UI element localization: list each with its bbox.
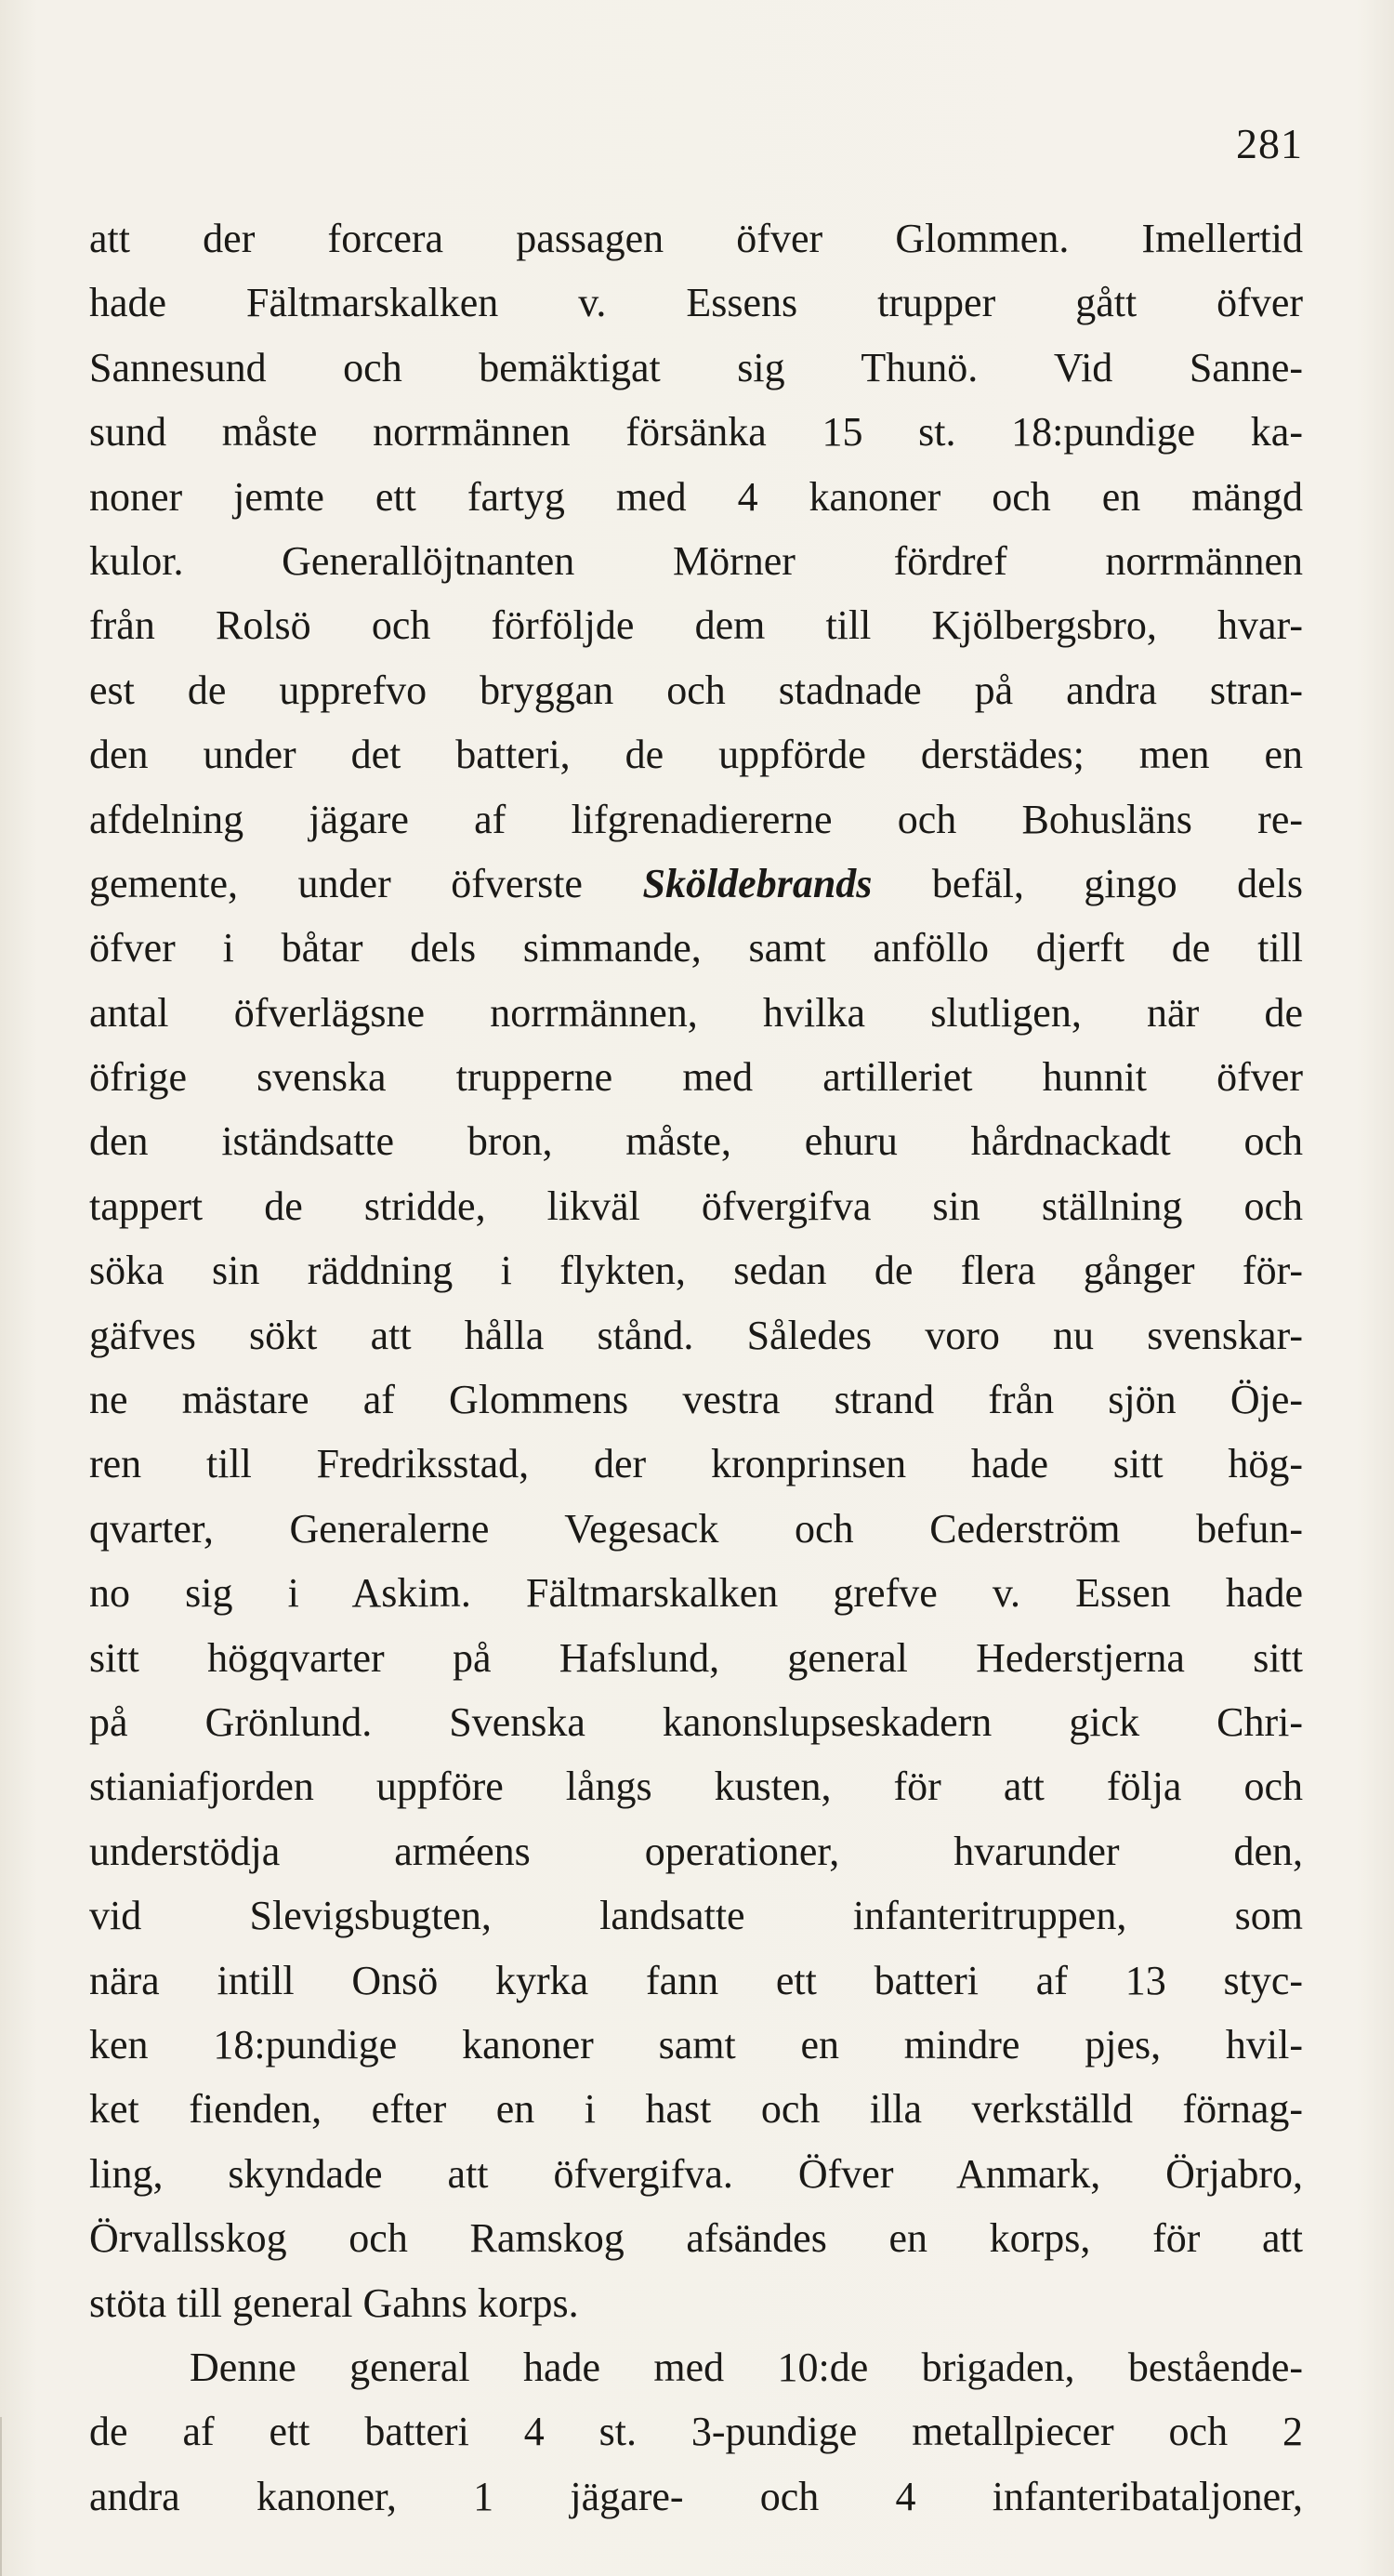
text-line: de af ett batteri 4 st. 3-pundige metallpiecer och 2 [89, 2409, 1303, 2455]
paragraph-start-line: Denne general hade med 10:de brigaden, bestående- [190, 2344, 1303, 2390]
text-line: Sannesund och bemäktigat sig Thunö. Vid Sanne- [89, 344, 1303, 390]
text-line: den iständsatte bron, måste, ehuru hårdnackadt och [89, 1118, 1303, 1165]
text-line: stianiafjorden uppföre långs kusten, för att följa och [89, 1764, 1303, 1810]
text-line: öfrige svenska trupperne med artilleriet hunnit öfver [89, 1054, 1303, 1101]
text-line: att der forcera passagen öfver Glommen. Imellertid [89, 216, 1303, 261]
page-binding-edge [0, 2417, 19, 2576]
text-line: noner jemte ett fartyg med 4 kanoner och en mängd [89, 473, 1303, 520]
text-line: ren till Fredriksstad, der kronprinsen hade sitt hög- [89, 1441, 1303, 1487]
text-line: ne mästare af Glommens vestra strand från sjön Öje- [89, 1377, 1303, 1423]
text-line: ling, skyndade att öfvergifva. Öfver Anmark, Örjabro, [89, 2150, 1303, 2197]
text-line: på Grönlund. Svenska kanonslupseskadern gick Chri- [89, 1698, 1303, 1745]
text-line: est de upprefvo bryggan och stadnade på andra stran- [89, 667, 1303, 713]
body-text [89, 206, 1303, 2529]
text-line: tappert de stridde, likväl öfvergifva sin ställning och [89, 1182, 1303, 1229]
text-line: no sig i Askim. Fältmarskalken grefve v. Essen hade [89, 1570, 1303, 1617]
text-line-part: gemente, under öfverste [89, 860, 643, 906]
text-line: andra kanoner, 1 jägare- och 4 infanteribataljoner, [89, 2473, 1303, 2519]
emphasized-name: Sköldebrands [642, 860, 873, 906]
text-line: ket fienden, efter en i hast och illa verkställd förnag- [89, 2086, 1303, 2133]
text-line: söka sin räddning i flykten, sedan de flera gånger för- [89, 1248, 1303, 1294]
text-line: sund måste norrmännen försänka 15 st. 18:pundige ka- [89, 409, 1303, 456]
text-line: öfver i båtar dels simmande, samt anföllo djerft de till [89, 925, 1303, 971]
page-number: 281 [1236, 120, 1303, 167]
text-line: gäfves sökt att hålla stånd. Således voro nu svenskar- [89, 1312, 1303, 1358]
text-line: den under det batteri, de uppförde derstädes; men en [89, 732, 1303, 778]
text-line: nära intill Onsö kyrka fann ett batteri af 13 styc- [89, 1957, 1303, 2003]
text-line: sitt högqvarter på Hafslund, general Hederstjerna sitt [89, 1634, 1303, 1681]
text-line: hade Fältmarskalken v. Essens trupper gått öfver [89, 280, 1303, 326]
text-line-part: befäl, gingo dels [872, 860, 1303, 906]
text-line-with-emphasis [89, 852, 1303, 916]
text-line: Örvallsskog och Ramskog afsändes en korps, för att [89, 2215, 1303, 2262]
text-line: qvarter, Generalerne Vegesack och Cederström befun- [89, 1505, 1303, 1552]
text-line: afdelning jägare af lifgrenadiererne och Bohusläns re- [89, 796, 1303, 842]
text-line: antal öfverlägsne norrmännen, hvilka slutligen, när de [89, 989, 1303, 1036]
text-line: ken 18:pundige kanoner samt en mindre pjes, hvil- [89, 2021, 1303, 2067]
text-line: vid Slevigsbugten, landsatte infanteritruppen, som [89, 1893, 1303, 1939]
text-line: kulor. Generallöjtnanten Mörner fördref norrmännen [89, 537, 1303, 584]
text-line: från Rolsö och förföljde dem till Kjölbergsbro, hvar- [89, 602, 1303, 649]
paragraph-end-line: stöta till general Gahns korps. [89, 2279, 579, 2326]
text-line: understödja arméens operationer, hvarunder den, [89, 1828, 1303, 1874]
